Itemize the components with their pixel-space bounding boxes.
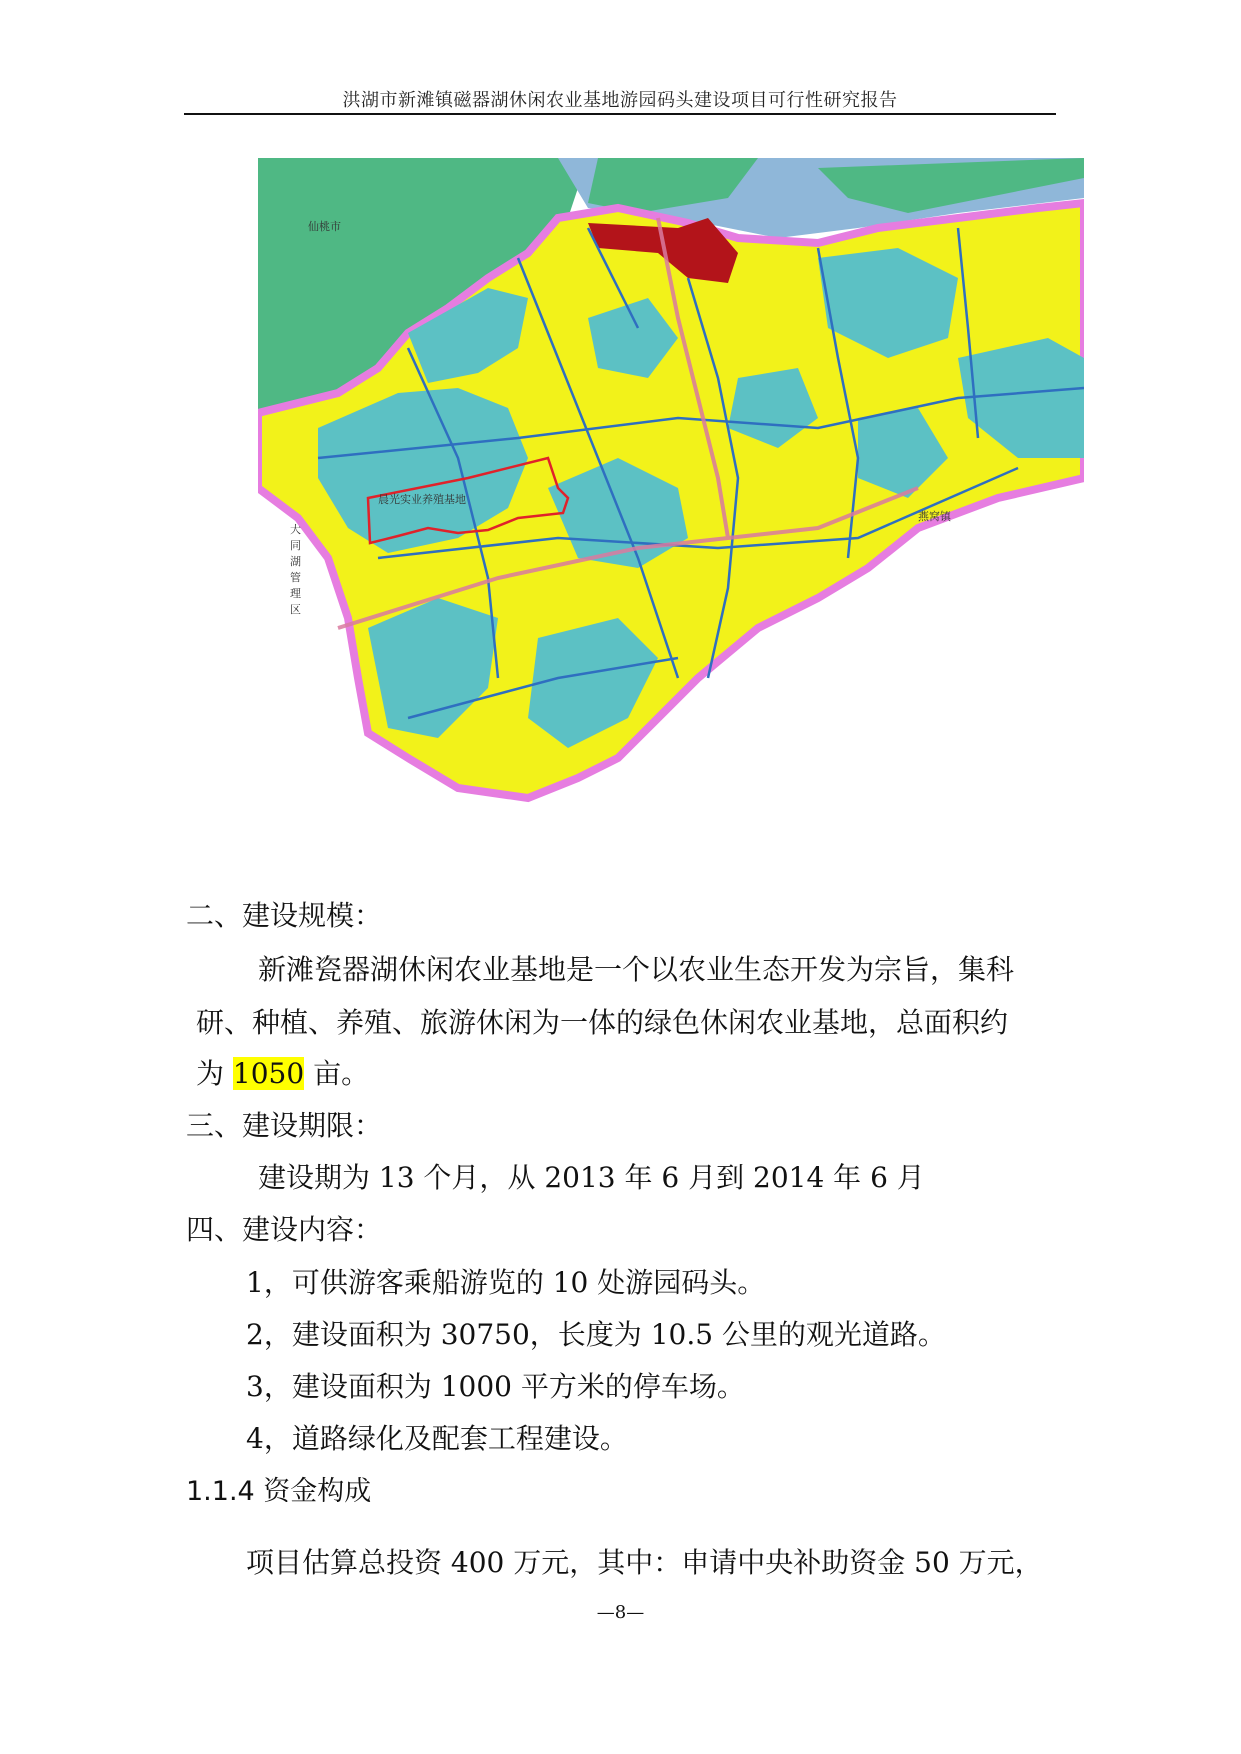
content-item-4: 4，道路绿化及配套工程建设。 xyxy=(246,1422,628,1455)
map-label-base: 晨光实业养殖基地 xyxy=(378,493,466,506)
scale-text-line-2: 研、种植、养殖、旅游休闲为一体的绿色休闲农业基地，总面积约 xyxy=(196,1006,1009,1039)
map-graphic xyxy=(258,158,1084,818)
content-item-1: 1，可供游客乘船游览的 10 处游园码头。 xyxy=(246,1266,766,1299)
header-rule xyxy=(184,113,1056,115)
page-number: —8— xyxy=(596,1602,645,1623)
period-heading: 三、建设期限： xyxy=(186,1109,383,1142)
scale-text-line-3 xyxy=(196,1054,369,1094)
content-heading: 四、建设内容： xyxy=(186,1213,383,1246)
period-text: 建设期为 13 个月，从 2013 年 6 月到 2014 年 6 月 xyxy=(258,1161,925,1194)
funding-text: 项目估算总投资 400 万元，其中：申请中央补助资金 50 万元， xyxy=(246,1546,1043,1579)
scale-text-suffix: 亩。 xyxy=(304,1057,370,1090)
svg-text:大同湖管理区: 大同湖管理区 xyxy=(290,523,301,616)
content-item-3: 3，建设面积为 1000 平方米的停车场。 xyxy=(246,1370,745,1403)
scale-text-line-1: 新滩瓷器湖休闲农业基地是一个以农业生态开发为宗旨，集科 xyxy=(258,953,1015,986)
land-use-map xyxy=(258,158,1084,818)
content-item-2: 2，建设面积为 30750，长度为 10.5 公里的观光道路。 xyxy=(246,1318,946,1351)
map-label-xiantao: 仙桃市 xyxy=(308,220,341,233)
scale-text-prefix: 为 xyxy=(196,1057,233,1090)
highlighted-area-value: 1050 xyxy=(232,1057,305,1090)
map-label-yanwo: 燕窝镇 xyxy=(918,510,951,523)
document-header: 洪湖市新滩镇磁器湖休闲农业基地游园码头建设项目可行性研究报告 xyxy=(342,90,898,111)
funding-heading: 1.1.4 资金构成 xyxy=(186,1476,372,1507)
scale-heading: 二、建设规模： xyxy=(186,899,383,932)
